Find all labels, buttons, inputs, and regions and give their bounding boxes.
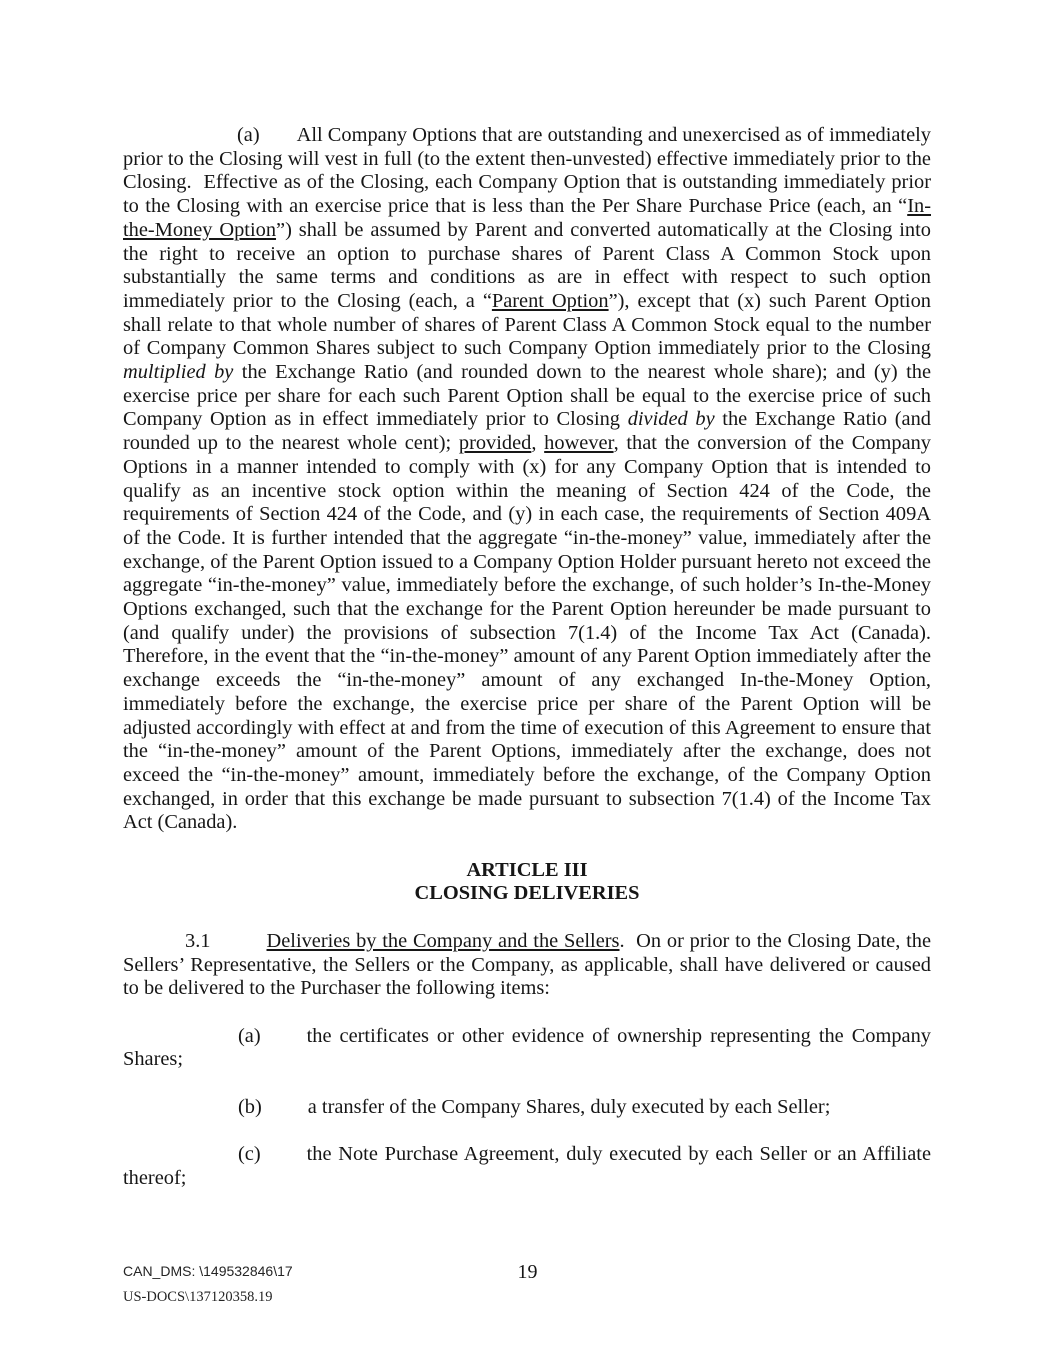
document-body	[123, 124, 942, 1214]
paragraph-marker: (a)	[237, 124, 260, 146]
section-body: . On or prior to the Closing Date, the Sellers’ Representative, the Sellers or the Company, as applicable, shall have delivered or caused to be delivered to the Purchaser the following items:	[123, 929, 937, 1000]
list-item	[123, 1024, 937, 1072]
item-marker: (c)	[238, 1143, 261, 1166]
text-segment: , that the conversion of the Company Options in a manner intended to comply with (x) for any Company Option that is intended to qualify as an incentive stock option within the meaning of Section 424 of the Code, the requirements of Section 424 of the Code, and (y) in each case, the requirements of Section 409A of the Code. It is further intended that the aggregate “in-the-money” value, immediately after the exchange, of the Parent Option issued to a Company Option Holder pursuant hereto not exceed the aggregate “in-the-money” value, immediately before the exchange, of such holder’s In-the-Money Options exchanged, such that the exchange for the Parent Option hereunder be made pursuant to (and qualify under) the provisions of subsection 7(1.4) of the Income Tax Act (Canada). Therefore, in the event that the “in-the-money” amount of any Parent Option immediately after the exchange exceeds the “in-the-money” amount of any exchanged In-the-Money Option, immediately before the exchange, the exercise price per share of the Parent Option will be adjusted accordingly with effect at and from the time of execution of this Agreement to ensure that the “in-the-money” amount of the Parent Options, immediately after the exchange, does not exceed the “in-the-money” amount, immediately before the exchange, of the Company Option exchanged, in order that this exchange be made pursuant to subsection 7(1.4) of the Income Tax Act (Canada).	[123, 432, 942, 834]
text-segment: All Company Options that are outstanding and unexercised as of immediately prior to the Closing will vest in full (to the extent then-unvested) effective immediately prior to the Closing. Effective as of the Closing, each Company Option that is outstanding immediately prior to the Closing with an exercise price that is less than the Per Share Purchase Price (each, an “	[123, 124, 937, 218]
text-segment: the Exchange Ratio (and rounded down to the nearest whole share); and (y) the exercise price per share for each such Parent Option shall be equal to the exercise price of such Company Option as in effect immediately prior to Closing	[123, 361, 937, 431]
list-item	[123, 1096, 931, 1120]
footer-doc-id-2: US-DOCS\137120358.19	[123, 1289, 273, 1305]
footer-doc-id-1: CAN_DMS: \149532846\17	[123, 1263, 293, 1279]
text-segment: ,	[531, 432, 545, 455]
text-segment: ”) shall be assumed by Parent and converted automatically at the Closing into the right to receive an option to purchase shares of Parent Class A Common Stock upon substantially the same terms and conditions as are in effect with respect to such option immediately prior to the Closing (each, a “	[123, 218, 937, 312]
list-item	[123, 1143, 937, 1190]
term-parent-option: Parent Option	[491, 289, 609, 312]
item-text: a transfer of the Company Shares, duly executed by each Seller;	[307, 1095, 831, 1118]
item-text: the certificates or other evidence of ownership representing the Company Shares;	[123, 1024, 937, 1071]
underline-provided: provided	[458, 432, 532, 455]
item-text: the Note Purchase Agreement, duly executed by each Seller or an Affiliate thereof;	[123, 1143, 937, 1189]
text-segment: the Exchange Ratio (and rounded up to the nearest whole cent);	[123, 408, 937, 455]
section-number: 3.1	[185, 929, 211, 952]
item-marker: (a)	[238, 1024, 261, 1047]
term-in-the-money-option: In-the-Money Option	[123, 195, 931, 241]
text-segment: ”), except that (x) such Parent Option shall relate to that whole number of shares of Parent Class A Common Stock equal to the number of Company Common Shares subject to such Company Option immediately prior to the Closing	[123, 289, 937, 360]
section-heading-underlined: Deliveries by the Company and the Sellers	[266, 929, 620, 952]
italic-divided-by: divided by	[627, 408, 715, 431]
underline-however: however	[544, 432, 614, 455]
article-title: CLOSING DELIVERIES	[414, 882, 640, 905]
section-3-1-paragraph	[123, 929, 937, 1001]
item-marker: (b)	[238, 1095, 262, 1118]
article-heading	[123, 859, 931, 906]
italic-multiplied-by: multiplied by	[123, 361, 234, 384]
page-number: 19	[517, 1261, 538, 1283]
body-paragraph-a	[123, 124, 942, 835]
article-number: ARTICLE III	[466, 858, 588, 881]
